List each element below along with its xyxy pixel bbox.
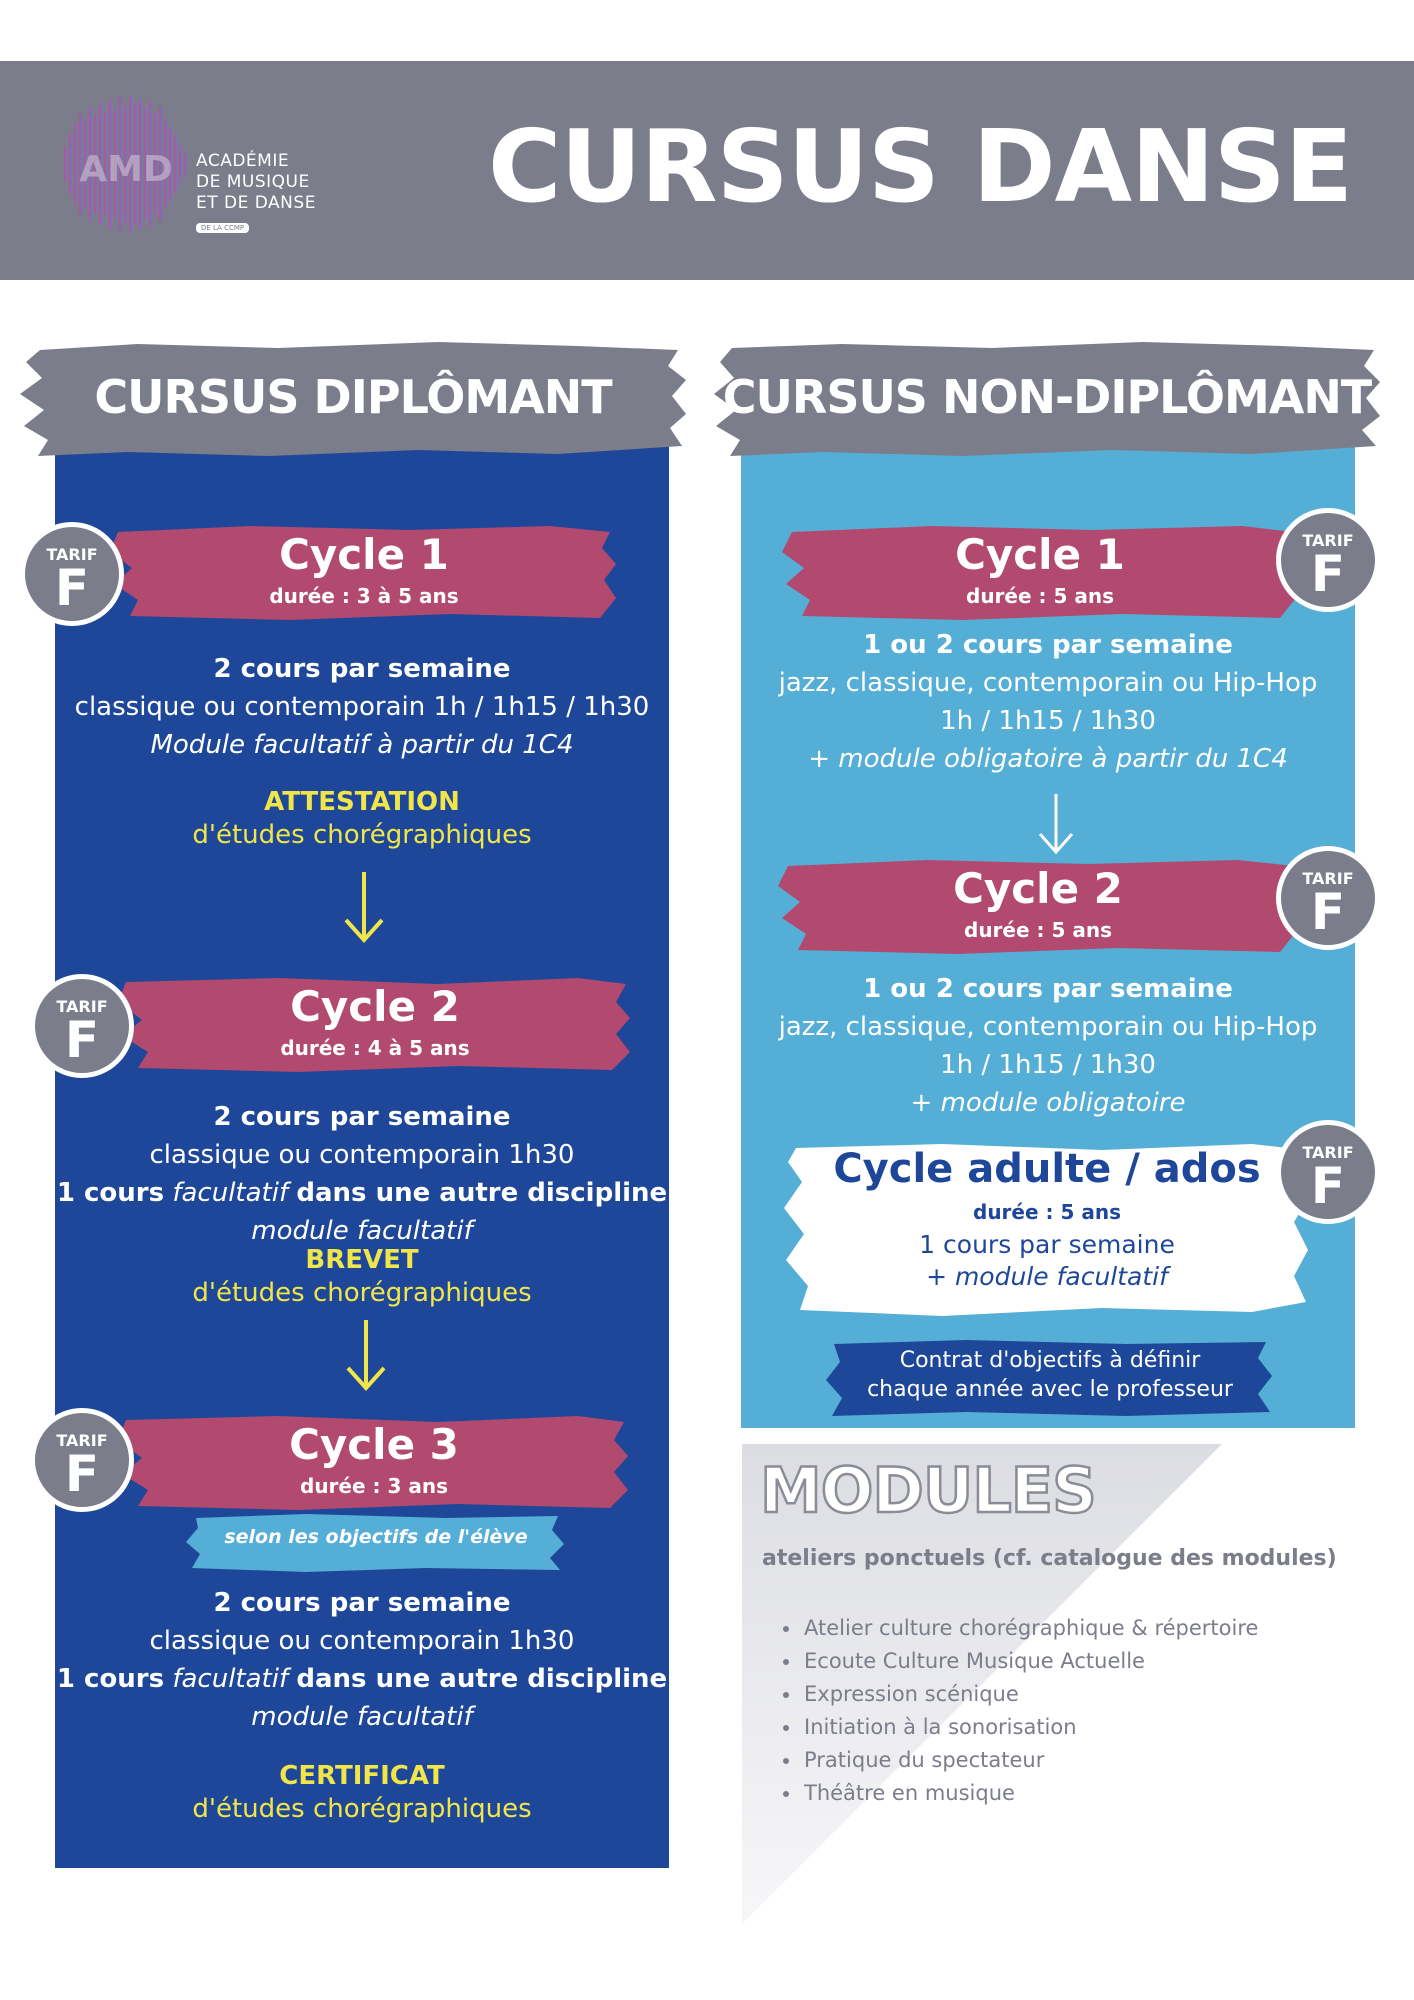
header-banner — [0, 61, 1414, 280]
adult-cycle-duration: durée : 5 ans — [973, 1200, 1121, 1224]
optional-course — [55, 1174, 669, 1212]
right-cycle2-details — [741, 970, 1355, 1122]
cycle-title: Cycle 2 — [290, 982, 460, 1031]
contract-line: Contrat d'objectifs à définir — [899, 1348, 1201, 1373]
list-item: • Initiation à la sonorisation — [802, 1711, 1258, 1744]
diploma-subtitle: d'études chorégraphiques — [192, 1794, 532, 1824]
cycle-title: Cycle 2 — [953, 864, 1123, 913]
left-cycle3-details — [55, 1584, 669, 1736]
adult-cycle-card — [782, 1140, 1312, 1320]
objectives-tag — [186, 1510, 566, 1574]
course-styles: jazz, classique, contemporain ou Hip-Hop — [778, 1012, 1318, 1042]
non-diplomant-title-banner — [712, 336, 1382, 462]
tarif-letter: F — [54, 559, 90, 617]
modules-subtitle: ateliers ponctuels (cf. catalogue des modules) — [762, 1546, 1337, 1571]
left-cycle1-banner — [110, 522, 618, 624]
right-cycle2-banner — [778, 856, 1298, 958]
list-item: • Pratique du spectateur — [802, 1744, 1258, 1777]
optional-word: facultatif — [172, 1178, 289, 1208]
page-title: CURSUS DANSE — [488, 108, 1353, 225]
course-styles: classique ou contemporain 1h30 — [149, 1626, 575, 1656]
logo-wordmark — [196, 151, 316, 214]
tarif-label: TARIF — [1302, 531, 1354, 550]
diplomant-title: CURSUS DIPLÔMANT — [94, 370, 612, 424]
course-durations: 1h / 1h15 / 1h30 — [940, 706, 1156, 736]
tarif-letter: F — [64, 1445, 100, 1503]
modules-list — [802, 1612, 1258, 1810]
cycle-title: Cycle 3 — [289, 1420, 459, 1469]
optional-word: facultatif — [172, 1664, 289, 1694]
tarif-label: TARIF — [1302, 869, 1354, 888]
objectives-label: selon les objectifs de l'élève — [224, 1526, 528, 1548]
course-count: 1 ou 2 cours par semaine — [863, 974, 1233, 1004]
tarif-letter: F — [1310, 545, 1346, 603]
course-styles: classique ou contemporain 1h30 — [149, 1140, 575, 1170]
cycle-title: Cycle 1 — [279, 530, 449, 579]
arrow-down-icon — [342, 870, 386, 946]
list-item: • Ecoute Culture Musique Actuelle — [802, 1645, 1258, 1678]
module-note: + module obligatoire à partir du 1C4 — [808, 744, 1288, 774]
left-cycle3-diploma — [55, 1760, 669, 1826]
non-diplomant-title: CURSUS NON-DIPLÔMANT — [722, 370, 1372, 424]
tarif-letter: F — [1310, 1157, 1346, 1215]
left-cycle1-details — [55, 650, 669, 764]
logo-bars-graphic — [62, 89, 192, 239]
adult-cycle-courses: 1 cours par semaine — [919, 1230, 1175, 1259]
diploma-subtitle: d'études chorégraphiques — [192, 820, 532, 850]
list-item: • Atelier culture chorégraphique & répertoire — [802, 1612, 1258, 1645]
module-note: module facultatif — [251, 1216, 473, 1246]
tarif-label: TARIF — [46, 545, 98, 564]
left-cycle2-details — [55, 1098, 669, 1250]
contract-banner — [826, 1336, 1274, 1420]
optional-course — [55, 1660, 669, 1698]
optional-course-count: 1 cours — [56, 1664, 165, 1694]
modules-title: MODULES — [760, 1454, 1096, 1527]
course-count: 1 ou 2 cours par semaine — [863, 630, 1233, 660]
arrow-down-icon — [1036, 792, 1076, 858]
tarif-badge — [30, 974, 134, 1078]
list-item: • Théâtre en musique — [802, 1777, 1258, 1810]
diploma-subtitle: d'études chorégraphiques — [192, 1278, 532, 1308]
course-styles: jazz, classique, contemporain ou Hip-Hop — [778, 668, 1318, 698]
course-count: 2 cours par semaine — [213, 654, 511, 684]
tarif-label: TARIF — [1302, 1143, 1354, 1162]
course-durations: 1h / 1h15 / 1h30 — [940, 1050, 1156, 1080]
diploma-name: CERTIFICAT — [279, 1761, 445, 1791]
contract-line: chaque année avec le professeur — [867, 1377, 1233, 1402]
cycle-duration: durée : 5 ans — [964, 918, 1112, 942]
diplomant-title-banner — [18, 336, 688, 462]
arrow-down-icon — [344, 1318, 388, 1394]
left-cycle2-diploma — [55, 1244, 669, 1310]
course-styles: classique ou contemporain 1h / 1h15 / 1h30 — [74, 692, 650, 722]
tarif-badge — [1276, 1120, 1380, 1224]
tarif-badge — [20, 522, 124, 626]
course-count: 2 cours par semaine — [213, 1102, 511, 1132]
tarif-letter: F — [1310, 883, 1346, 941]
right-cycle1-details — [741, 626, 1355, 778]
adult-cycle-title: Cycle adulte / ados — [833, 1146, 1261, 1192]
logo-line: ET DE DANSE — [196, 193, 316, 213]
cycle-duration: durée : 5 ans — [966, 584, 1114, 608]
tarif-badge — [1276, 846, 1380, 950]
module-note: + module obligatoire — [910, 1088, 1186, 1118]
optional-course-count: 1 cours — [56, 1178, 165, 1208]
academy-logo — [62, 89, 332, 239]
logo-line: DE MUSIQUE — [196, 172, 310, 192]
module-note: module facultatif — [251, 1702, 473, 1732]
adult-cycle-module: + module facultatif — [926, 1262, 1168, 1291]
optional-discipline: dans une autre discipline — [296, 1178, 668, 1208]
cycle-duration: durée : 3 à 5 ans — [269, 584, 459, 608]
diploma-name: BREVET — [305, 1245, 419, 1275]
optional-discipline: dans une autre discipline — [296, 1664, 668, 1694]
diploma-name: ATTESTATION — [264, 787, 460, 817]
list-item: • Expression scénique — [802, 1678, 1258, 1711]
svg-text:AMD: AMD — [79, 149, 173, 190]
contract-text — [826, 1346, 1274, 1404]
left-cycle3-banner — [118, 1412, 630, 1514]
tarif-badge — [30, 1408, 134, 1512]
cycle-duration: durée : 4 à 5 ans — [280, 1036, 470, 1060]
tarif-badge — [1276, 508, 1380, 612]
tarif-letter: F — [64, 1011, 100, 1069]
right-cycle1-banner — [782, 522, 1298, 624]
course-count: 2 cours par semaine — [213, 1588, 511, 1618]
module-note: Module facultatif à partir du 1C4 — [150, 730, 574, 760]
logo-tag: DE LA CCMP — [196, 223, 249, 233]
cycle-duration: durée : 3 ans — [300, 1474, 448, 1498]
tarif-label: TARIF — [56, 1431, 108, 1450]
cycle-title: Cycle 1 — [955, 530, 1125, 579]
logo-line: ACADÉMIE — [196, 151, 290, 171]
tarif-label: TARIF — [56, 997, 108, 1016]
left-cycle2-banner — [118, 974, 632, 1076]
left-cycle1-diploma — [55, 786, 669, 852]
